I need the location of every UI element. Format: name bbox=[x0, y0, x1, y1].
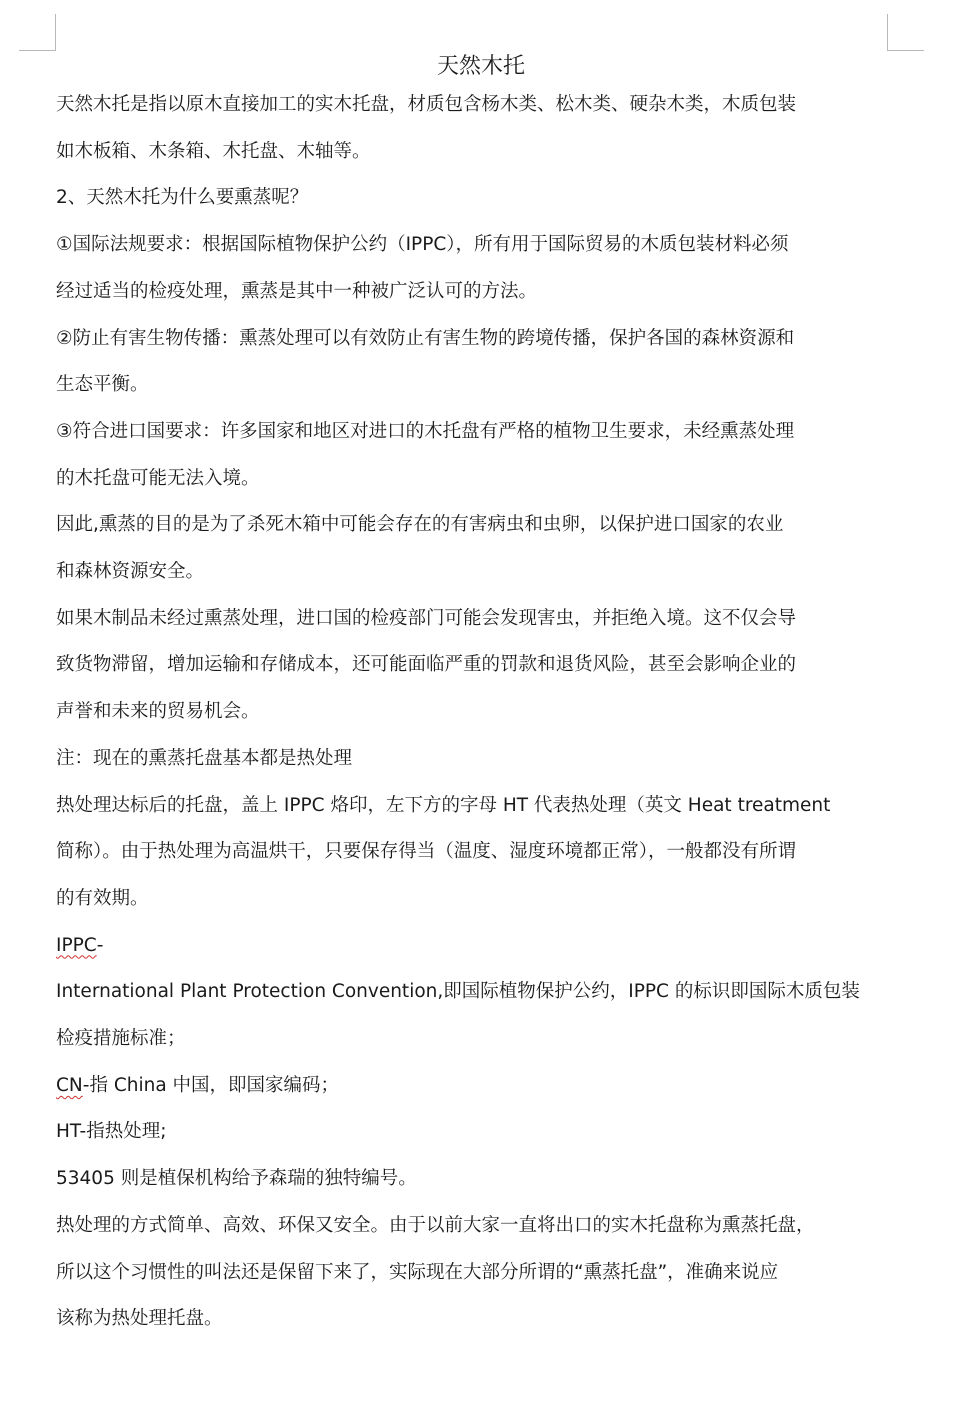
text-line: 的有效期。 bbox=[56, 887, 149, 909]
text-line: 如果木制品未经过熏蒸处理，进口国的检疫部门可能会发现害虫，并拒绝入境。这不仅会导 bbox=[56, 607, 797, 629]
paragraph bbox=[56, 502, 890, 595]
spellcheck-underline: IPPC bbox=[56, 934, 97, 956]
text-line: 2、天然木托为什么要熏蒸呢？ bbox=[56, 187, 309, 209]
paragraph bbox=[56, 783, 890, 923]
text-line: 检疫措施标准； bbox=[56, 1028, 186, 1050]
text-line: 和森林资源安全。 bbox=[56, 561, 205, 583]
text-line: ②防止有害生物传播：熏蒸处理可以有效防止有害生物的跨境传播，保护各国的森林资源和 bbox=[56, 327, 795, 349]
text-line: 注：现在的熏蒸托盘基本都是热处理 bbox=[56, 747, 353, 769]
document-body bbox=[56, 82, 890, 1343]
text-line: 热处理达标后的托盘，盖上 IPPC 烙印，左下方的字母 HT 代表热处理（英文 Heat treatment bbox=[56, 794, 831, 816]
paragraph bbox=[56, 409, 890, 502]
paragraph bbox=[56, 1156, 890, 1203]
text-line: 致货物滞留，增加运输和存储成本，还可能面临严重的罚款和退货风险，甚至会影响企业的 bbox=[56, 654, 797, 676]
page-corner-mark-top-left bbox=[19, 14, 56, 51]
paragraph bbox=[56, 596, 890, 736]
paragraph bbox=[56, 969, 890, 1062]
text-line: 热处理的方式简单、高效、环保又安全。由于以前大家一直将出口的实木托盘称为熏蒸托盘， bbox=[56, 1214, 815, 1236]
page-corner-mark-top-right bbox=[887, 14, 924, 51]
text-line: 生态平衡。 bbox=[56, 374, 149, 396]
text-line: 53405 则是植保机构给予森瑞的独特编号。 bbox=[56, 1168, 417, 1190]
text-line: 简称）。由于热处理为高温烘干，只要保存得当（温度、湿度环境都正常），一般都没有所谓 bbox=[56, 841, 797, 863]
paragraph bbox=[56, 175, 890, 222]
text-line: 天然木托是指以原木直接加工的实木托盘，材质包含杨木类、松木类、硬杂木类，木质包装 bbox=[56, 94, 797, 115]
text-line: 经过适当的检疫处理，熏蒸是其中一种被广泛认可的方法。 bbox=[56, 280, 538, 302]
paragraph bbox=[56, 1203, 890, 1343]
text-line: 因此,熏蒸的目的是为了杀死木箱中可能会存在的有害病虫和虫卵，以保护进口国家的农业 bbox=[56, 514, 784, 536]
text-line: 声誉和未来的贸易机会。 bbox=[56, 701, 260, 723]
spellcheck-underline: CN bbox=[56, 1074, 83, 1096]
text-line: IPPC- bbox=[56, 934, 104, 956]
paragraph bbox=[56, 1063, 890, 1110]
paragraph bbox=[56, 316, 890, 409]
text-line: HT-指热处理; bbox=[56, 1121, 167, 1143]
paragraph bbox=[56, 222, 890, 315]
paragraph bbox=[56, 1109, 890, 1156]
paragraph bbox=[56, 736, 890, 783]
text-line: 如木板箱、木条箱、木托盘、木轴等。 bbox=[56, 140, 371, 162]
text-line: 该称为热处理托盘。 bbox=[56, 1308, 223, 1330]
page-title: 天然木托 bbox=[436, 54, 525, 79]
text-line: CN-指 China 中国，即国家编码； bbox=[56, 1074, 340, 1096]
paragraph bbox=[56, 923, 890, 970]
text-line: ③符合进口国要求：许多国家和地区对进口的木托盘有严格的植物卫生要求，未经熏蒸处理 bbox=[56, 420, 795, 442]
text-line: ①国际法规要求：根据国际植物保护公约（IPPC），所有用于国际贸易的木质包装材料必须 bbox=[56, 234, 789, 256]
text-line: International Plant Protection Convention,即国际植物保护公约，IPPC 的标识即国际木质包装 bbox=[56, 981, 860, 1003]
text-line: 所以这个习惯性的叫法还是保留下来了，实际现在大部分所谓的“熏蒸托盘”，准确来说应 bbox=[56, 1261, 779, 1283]
text-line: 的木托盘可能无法入境。 bbox=[56, 467, 260, 489]
paragraph bbox=[56, 82, 890, 175]
